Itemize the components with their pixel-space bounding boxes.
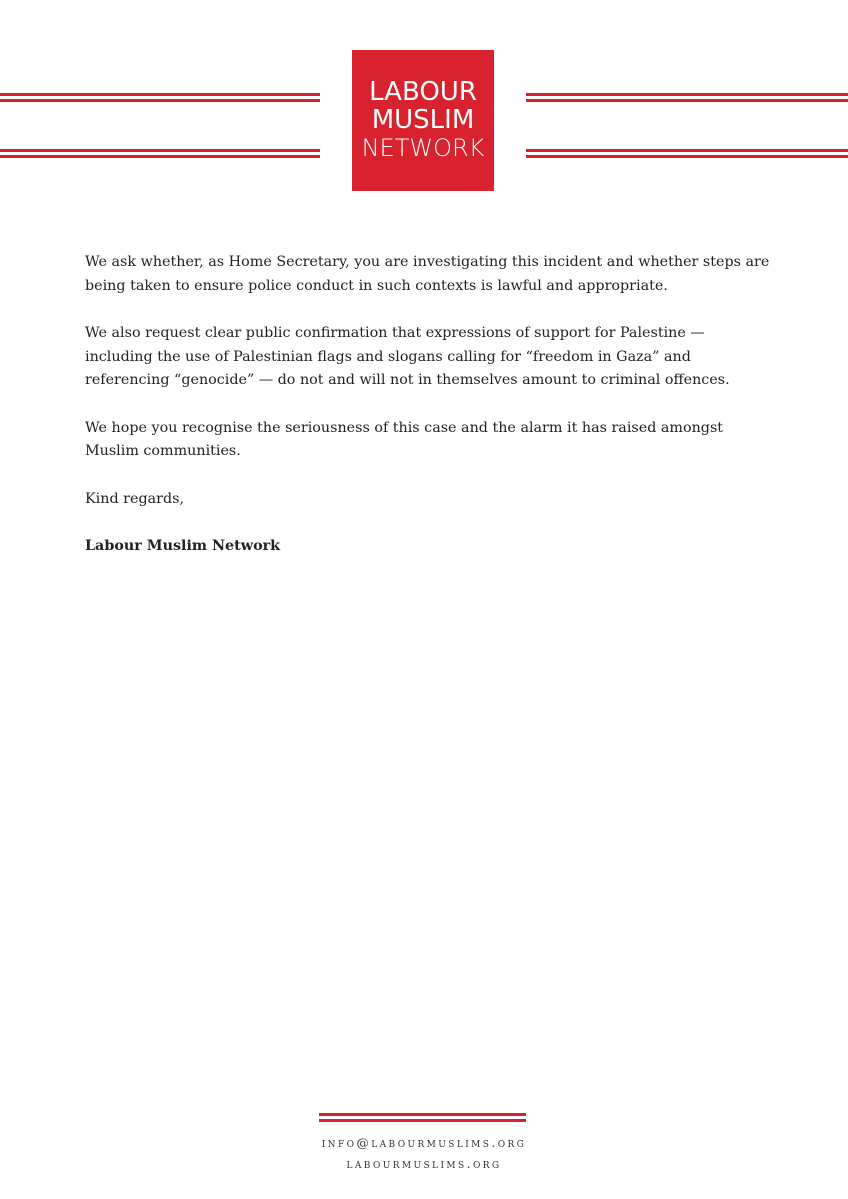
stripe-line xyxy=(319,1119,526,1122)
header-stripe-right-upper xyxy=(526,93,848,103)
stripe-line xyxy=(526,93,848,96)
logo-line-muslim: MUSLIM xyxy=(371,105,475,135)
closing-salutation: Kind regards, xyxy=(85,490,184,507)
header-stripe-left-upper xyxy=(0,93,320,103)
body-paragraph: We hope you recognise the seriousness of this case and the alarm it has raised amongst Muslim communities. xyxy=(85,419,724,459)
footer-email: info@labourmuslims.org xyxy=(321,1135,527,1150)
organization-logo xyxy=(352,50,494,191)
stripe-line xyxy=(0,155,320,158)
body-paragraph: We ask whether, as Home Secretary, you are investigating this incident and whether steps are being taken to ensure police conduct in such contexts is lawful and appropriate. xyxy=(85,254,770,294)
body-paragraph: We also request clear public confirmation that expressions of support for Palestine — including the use of Palestinian flags and slogans calling for “freedom in Gaza” and referencing “genocide” — do not and will not in themselves amount to criminal offences. xyxy=(85,325,730,388)
stripe-line xyxy=(0,93,320,96)
logo-line-network: NETWORK xyxy=(361,134,485,162)
footer-website: labourmuslims.org xyxy=(346,1156,502,1171)
stripe-line xyxy=(0,99,320,102)
letter-body xyxy=(85,251,775,583)
footer-stripe xyxy=(319,1113,526,1122)
header-stripe-left-lower xyxy=(0,149,320,159)
header-stripe-right-lower xyxy=(526,149,848,159)
stripe-line xyxy=(526,99,848,102)
stripe-line xyxy=(319,1113,526,1116)
signature: Labour Muslim Network xyxy=(85,538,281,554)
stripe-line xyxy=(526,155,848,158)
logo-line-labour: LABOUR xyxy=(369,77,477,107)
stripe-line xyxy=(526,149,848,152)
stripe-line xyxy=(0,149,320,152)
